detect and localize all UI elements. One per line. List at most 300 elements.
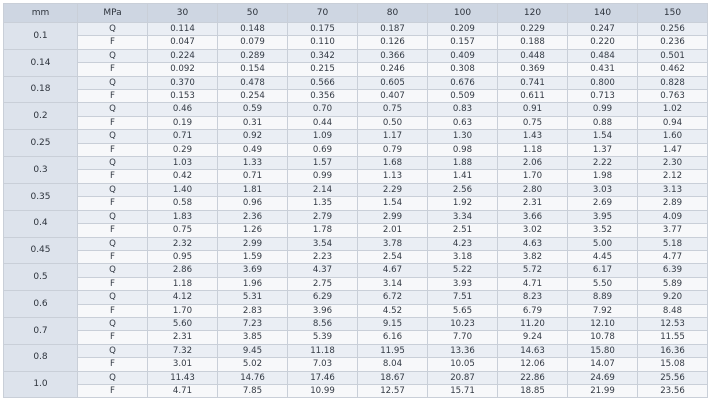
row-type-label: Q — [78, 291, 148, 304]
value-cell: 0.247 — [568, 23, 638, 36]
value-cell: 9.20 — [638, 291, 708, 304]
value-cell: 5.60 — [148, 317, 218, 330]
table-row — [4, 264, 708, 277]
value-cell: 1.54 — [358, 197, 428, 210]
value-cell: 1.40 — [148, 183, 218, 196]
value-cell: 0.69 — [288, 143, 358, 156]
value-cell: 18.85 — [498, 384, 568, 397]
table-row — [4, 157, 708, 170]
row-type-label: F — [78, 358, 148, 371]
value-cell: 0.59 — [218, 103, 288, 116]
row-type-label: Q — [78, 210, 148, 223]
value-cell: 0.478 — [218, 76, 288, 89]
row-type-label: F — [78, 116, 148, 129]
value-cell: 1.43 — [498, 130, 568, 143]
nozzle-size-cell: 0.5 — [4, 264, 78, 291]
row-type-label: F — [78, 277, 148, 290]
header-mm: mm — [4, 4, 78, 23]
value-cell: 5.22 — [428, 264, 498, 277]
value-cell: 2.54 — [358, 250, 428, 263]
value-cell: 6.16 — [358, 331, 428, 344]
value-cell: 4.77 — [638, 250, 708, 263]
value-cell: 0.46 — [148, 103, 218, 116]
value-cell: 0.29 — [148, 143, 218, 156]
value-cell: 15.80 — [568, 344, 638, 357]
value-cell: 0.448 — [498, 49, 568, 62]
value-cell: 5.65 — [428, 304, 498, 317]
header-pressure: 80 — [358, 4, 428, 23]
table-row — [4, 224, 708, 237]
value-cell: 0.254 — [218, 90, 288, 103]
value-cell: 1.18 — [498, 143, 568, 156]
value-cell: 5.50 — [568, 277, 638, 290]
value-cell: 2.36 — [218, 210, 288, 223]
value-cell: 0.370 — [148, 76, 218, 89]
value-cell: 0.99 — [288, 170, 358, 183]
nozzle-size-cell: 0.25 — [4, 130, 78, 157]
value-cell: 0.44 — [288, 116, 358, 129]
value-cell: 0.75 — [498, 116, 568, 129]
table-row — [4, 23, 708, 36]
value-cell: 16.36 — [638, 344, 708, 357]
value-cell: 0.605 — [358, 76, 428, 89]
value-cell: 1.13 — [358, 170, 428, 183]
value-cell: 3.18 — [428, 250, 498, 263]
value-cell: 0.63 — [428, 116, 498, 129]
value-cell: 1.68 — [358, 157, 428, 170]
value-cell: 0.763 — [638, 90, 708, 103]
row-type-label: Q — [78, 237, 148, 250]
value-cell: 2.83 — [218, 304, 288, 317]
row-type-label: Q — [78, 76, 148, 89]
value-cell: 7.51 — [428, 291, 498, 304]
row-type-label: F — [78, 143, 148, 156]
row-type-label: Q — [78, 264, 148, 277]
value-cell: 2.56 — [428, 183, 498, 196]
value-cell: 8.04 — [358, 358, 428, 371]
value-cell: 3.82 — [498, 250, 568, 263]
table-row — [4, 170, 708, 183]
table-row — [4, 331, 708, 344]
nozzle-size-cell: 0.6 — [4, 291, 78, 318]
nozzle-size-cell: 0.45 — [4, 237, 78, 264]
value-cell: 1.83 — [148, 210, 218, 223]
value-cell: 0.676 — [428, 76, 498, 89]
value-cell: 3.93 — [428, 277, 498, 290]
value-cell: 14.63 — [498, 344, 568, 357]
value-cell: 3.34 — [428, 210, 498, 223]
value-cell: 2.30 — [638, 157, 708, 170]
value-cell: 3.85 — [218, 331, 288, 344]
value-cell: 0.92 — [218, 130, 288, 143]
value-cell: 5.18 — [638, 237, 708, 250]
value-cell: 12.10 — [568, 317, 638, 330]
value-cell: 0.95 — [148, 250, 218, 263]
value-cell: 8.23 — [498, 291, 568, 304]
row-type-label: Q — [78, 23, 148, 36]
value-cell: 10.23 — [428, 317, 498, 330]
value-cell: 12.57 — [358, 384, 428, 397]
value-cell: 9.45 — [218, 344, 288, 357]
value-cell: 0.110 — [288, 36, 358, 49]
table-row — [4, 63, 708, 76]
row-type-label: F — [78, 197, 148, 210]
value-cell: 9.24 — [498, 331, 568, 344]
nozzle-size-cell: 0.35 — [4, 183, 78, 210]
value-cell: 0.188 — [498, 36, 568, 49]
value-cell: 20.87 — [428, 371, 498, 384]
value-cell: 0.58 — [148, 197, 218, 210]
value-cell: 5.02 — [218, 358, 288, 371]
value-cell: 1.30 — [428, 130, 498, 143]
value-cell: 4.45 — [568, 250, 638, 263]
row-type-label: F — [78, 224, 148, 237]
value-cell: 6.79 — [498, 304, 568, 317]
nozzle-size-cell: 1.0 — [4, 371, 78, 398]
row-type-label: F — [78, 36, 148, 49]
value-cell: 5.39 — [288, 331, 358, 344]
value-cell: 3.13 — [638, 183, 708, 196]
value-cell: 6.72 — [358, 291, 428, 304]
value-cell: 9.15 — [358, 317, 428, 330]
value-cell: 7.92 — [568, 304, 638, 317]
value-cell: 2.01 — [358, 224, 428, 237]
row-type-label: F — [78, 90, 148, 103]
value-cell: 0.220 — [568, 36, 638, 49]
value-cell: 1.35 — [288, 197, 358, 210]
row-type-label: Q — [78, 344, 148, 357]
row-type-label: F — [78, 384, 148, 397]
value-cell: 4.12 — [148, 291, 218, 304]
value-cell: 5.89 — [638, 277, 708, 290]
flow-table-container — [3, 3, 707, 398]
table-row — [4, 317, 708, 330]
value-cell: 17.46 — [288, 371, 358, 384]
value-cell: 22.86 — [498, 371, 568, 384]
value-cell: 25.56 — [638, 371, 708, 384]
value-cell: 0.366 — [358, 49, 428, 62]
row-type-label: Q — [78, 317, 148, 330]
value-cell: 2.51 — [428, 224, 498, 237]
value-cell: 11.20 — [498, 317, 568, 330]
nozzle-size-cell: 0.3 — [4, 157, 78, 184]
value-cell: 1.57 — [288, 157, 358, 170]
row-type-label: Q — [78, 371, 148, 384]
nozzle-size-cell: 0.8 — [4, 344, 78, 371]
value-cell: 2.69 — [568, 197, 638, 210]
value-cell: 1.78 — [288, 224, 358, 237]
value-cell: 0.356 — [288, 90, 358, 103]
value-cell: 3.01 — [148, 358, 218, 371]
value-cell: 10.05 — [428, 358, 498, 371]
value-cell: 1.17 — [358, 130, 428, 143]
nozzle-size-cell: 0.7 — [4, 317, 78, 344]
value-cell: 2.86 — [148, 264, 218, 277]
value-cell: 0.800 — [568, 76, 638, 89]
value-cell: 1.88 — [428, 157, 498, 170]
value-cell: 1.92 — [428, 197, 498, 210]
value-cell: 1.60 — [638, 130, 708, 143]
value-cell: 0.828 — [638, 76, 708, 89]
value-cell: 11.95 — [358, 344, 428, 357]
value-cell: 0.209 — [428, 23, 498, 36]
value-cell: 8.89 — [568, 291, 638, 304]
value-cell: 2.22 — [568, 157, 638, 170]
header-mpa: MPa — [78, 4, 148, 23]
value-cell: 1.37 — [568, 143, 638, 156]
value-cell: 13.36 — [428, 344, 498, 357]
value-cell: 0.19 — [148, 116, 218, 129]
header-pressure: 120 — [498, 4, 568, 23]
value-cell: 0.224 — [148, 49, 218, 62]
value-cell: 4.71 — [498, 277, 568, 290]
header-pressure: 140 — [568, 4, 638, 23]
value-cell: 0.236 — [638, 36, 708, 49]
row-type-label: F — [78, 63, 148, 76]
value-cell: 10.78 — [568, 331, 638, 344]
value-cell: 3.52 — [568, 224, 638, 237]
value-cell: 0.99 — [568, 103, 638, 116]
value-cell: 2.31 — [498, 197, 568, 210]
table-row — [4, 116, 708, 129]
value-cell: 3.77 — [638, 224, 708, 237]
header-pressure: 100 — [428, 4, 498, 23]
value-cell: 0.079 — [218, 36, 288, 49]
header-pressure: 30 — [148, 4, 218, 23]
value-cell: 0.215 — [288, 63, 358, 76]
value-cell: 0.484 — [568, 49, 638, 62]
value-cell: 1.02 — [638, 103, 708, 116]
value-cell: 2.75 — [288, 277, 358, 290]
value-cell: 1.96 — [218, 277, 288, 290]
value-cell: 1.41 — [428, 170, 498, 183]
value-cell: 4.23 — [428, 237, 498, 250]
value-cell: 0.79 — [358, 143, 428, 156]
value-cell: 0.713 — [568, 90, 638, 103]
value-cell: 2.79 — [288, 210, 358, 223]
table-row — [4, 237, 708, 250]
nozzle-size-cell: 0.18 — [4, 76, 78, 103]
value-cell: 4.52 — [358, 304, 428, 317]
table-row — [4, 90, 708, 103]
value-cell: 3.69 — [218, 264, 288, 277]
value-cell: 0.75 — [358, 103, 428, 116]
value-cell: 11.43 — [148, 371, 218, 384]
table-row — [4, 183, 708, 196]
value-cell: 0.175 — [288, 23, 358, 36]
value-cell: 2.31 — [148, 331, 218, 344]
value-cell: 5.31 — [218, 291, 288, 304]
value-cell: 0.94 — [638, 116, 708, 129]
nozzle-size-cell: 0.14 — [4, 49, 78, 76]
table-row — [4, 103, 708, 116]
value-cell: 3.66 — [498, 210, 568, 223]
table-row — [4, 36, 708, 49]
table-row — [4, 358, 708, 371]
table-row — [4, 250, 708, 263]
table-row — [4, 304, 708, 317]
value-cell: 0.409 — [428, 49, 498, 62]
value-cell: 6.17 — [568, 264, 638, 277]
value-cell: 2.06 — [498, 157, 568, 170]
value-cell: 0.96 — [218, 197, 288, 210]
table-row — [4, 384, 708, 397]
value-cell: 0.154 — [218, 63, 288, 76]
row-type-label: F — [78, 170, 148, 183]
header-pressure: 70 — [288, 4, 358, 23]
value-cell: 4.09 — [638, 210, 708, 223]
value-cell: 4.63 — [498, 237, 568, 250]
row-type-label: Q — [78, 157, 148, 170]
value-cell: 0.462 — [638, 63, 708, 76]
value-cell: 7.23 — [218, 317, 288, 330]
value-cell: 12.06 — [498, 358, 568, 371]
value-cell: 2.14 — [288, 183, 358, 196]
value-cell: 2.99 — [358, 210, 428, 223]
value-cell: 6.39 — [638, 264, 708, 277]
value-cell: 0.566 — [288, 76, 358, 89]
row-type-label: Q — [78, 103, 148, 116]
value-cell: 3.03 — [568, 183, 638, 196]
flow-table — [3, 3, 708, 398]
value-cell: 2.89 — [638, 197, 708, 210]
value-cell: 0.50 — [358, 116, 428, 129]
value-cell: 0.289 — [218, 49, 288, 62]
value-cell: 0.407 — [358, 90, 428, 103]
value-cell: 2.29 — [358, 183, 428, 196]
table-row — [4, 344, 708, 357]
table-body — [4, 23, 708, 398]
value-cell: 7.03 — [288, 358, 358, 371]
value-cell: 0.49 — [218, 143, 288, 156]
value-cell: 8.56 — [288, 317, 358, 330]
value-cell: 0.246 — [358, 63, 428, 76]
value-cell: 21.99 — [568, 384, 638, 397]
row-type-label: F — [78, 331, 148, 344]
value-cell: 1.09 — [288, 130, 358, 143]
header-row — [4, 4, 708, 23]
table-row — [4, 371, 708, 384]
value-cell: 0.42 — [148, 170, 218, 183]
row-type-label: F — [78, 304, 148, 317]
value-cell: 1.59 — [218, 250, 288, 263]
value-cell: 0.187 — [358, 23, 428, 36]
value-cell: 0.75 — [148, 224, 218, 237]
value-cell: 7.70 — [428, 331, 498, 344]
value-cell: 2.80 — [498, 183, 568, 196]
value-cell: 0.611 — [498, 90, 568, 103]
value-cell: 3.95 — [568, 210, 638, 223]
value-cell: 1.54 — [568, 130, 638, 143]
value-cell: 1.70 — [148, 304, 218, 317]
table-row — [4, 291, 708, 304]
value-cell: 0.741 — [498, 76, 568, 89]
table-row — [4, 143, 708, 156]
value-cell: 0.157 — [428, 36, 498, 49]
value-cell: 0.71 — [148, 130, 218, 143]
value-cell: 4.67 — [358, 264, 428, 277]
table-row — [4, 197, 708, 210]
value-cell: 2.32 — [148, 237, 218, 250]
value-cell: 1.26 — [218, 224, 288, 237]
value-cell: 0.256 — [638, 23, 708, 36]
value-cell: 23.56 — [638, 384, 708, 397]
value-cell: 0.71 — [218, 170, 288, 183]
row-type-label: F — [78, 250, 148, 263]
value-cell: 5.72 — [498, 264, 568, 277]
value-cell: 15.71 — [428, 384, 498, 397]
value-cell: 3.02 — [498, 224, 568, 237]
value-cell: 0.342 — [288, 49, 358, 62]
row-type-label: Q — [78, 183, 148, 196]
header-pressure: 150 — [638, 4, 708, 23]
value-cell: 0.70 — [288, 103, 358, 116]
value-cell: 1.18 — [148, 277, 218, 290]
value-cell: 4.71 — [148, 384, 218, 397]
value-cell: 2.99 — [218, 237, 288, 250]
value-cell: 0.369 — [498, 63, 568, 76]
value-cell: 1.70 — [498, 170, 568, 183]
value-cell: 2.12 — [638, 170, 708, 183]
value-cell: 1.81 — [218, 183, 288, 196]
value-cell: 4.37 — [288, 264, 358, 277]
value-cell: 8.48 — [638, 304, 708, 317]
value-cell: 0.308 — [428, 63, 498, 76]
value-cell: 1.03 — [148, 157, 218, 170]
value-cell: 1.98 — [568, 170, 638, 183]
value-cell: 11.55 — [638, 331, 708, 344]
value-cell: 0.153 — [148, 90, 218, 103]
table-row — [4, 210, 708, 223]
nozzle-size-cell: 0.2 — [4, 103, 78, 130]
value-cell: 1.33 — [218, 157, 288, 170]
table-row — [4, 49, 708, 62]
value-cell: 0.431 — [568, 63, 638, 76]
value-cell: 0.31 — [218, 116, 288, 129]
value-cell: 15.08 — [638, 358, 708, 371]
value-cell: 7.32 — [148, 344, 218, 357]
value-cell: 0.148 — [218, 23, 288, 36]
value-cell: 0.83 — [428, 103, 498, 116]
value-cell: 10.99 — [288, 384, 358, 397]
value-cell: 2.23 — [288, 250, 358, 263]
value-cell: 3.54 — [288, 237, 358, 250]
nozzle-size-cell: 0.1 — [4, 23, 78, 50]
value-cell: 0.509 — [428, 90, 498, 103]
value-cell: 14.76 — [218, 371, 288, 384]
value-cell: 3.14 — [358, 277, 428, 290]
value-cell: 0.88 — [568, 116, 638, 129]
table-row — [4, 76, 708, 89]
value-cell: 0.229 — [498, 23, 568, 36]
table-row — [4, 130, 708, 143]
value-cell: 6.29 — [288, 291, 358, 304]
value-cell: 0.114 — [148, 23, 218, 36]
value-cell: 14.07 — [568, 358, 638, 371]
value-cell: 0.047 — [148, 36, 218, 49]
value-cell: 7.85 — [218, 384, 288, 397]
nozzle-size-cell: 0.4 — [4, 210, 78, 237]
value-cell: 1.47 — [638, 143, 708, 156]
value-cell: 3.78 — [358, 237, 428, 250]
value-cell: 0.092 — [148, 63, 218, 76]
value-cell: 24.69 — [568, 371, 638, 384]
value-cell: 0.91 — [498, 103, 568, 116]
value-cell: 5.00 — [568, 237, 638, 250]
table-row — [4, 277, 708, 290]
value-cell: 3.96 — [288, 304, 358, 317]
value-cell: 18.67 — [358, 371, 428, 384]
